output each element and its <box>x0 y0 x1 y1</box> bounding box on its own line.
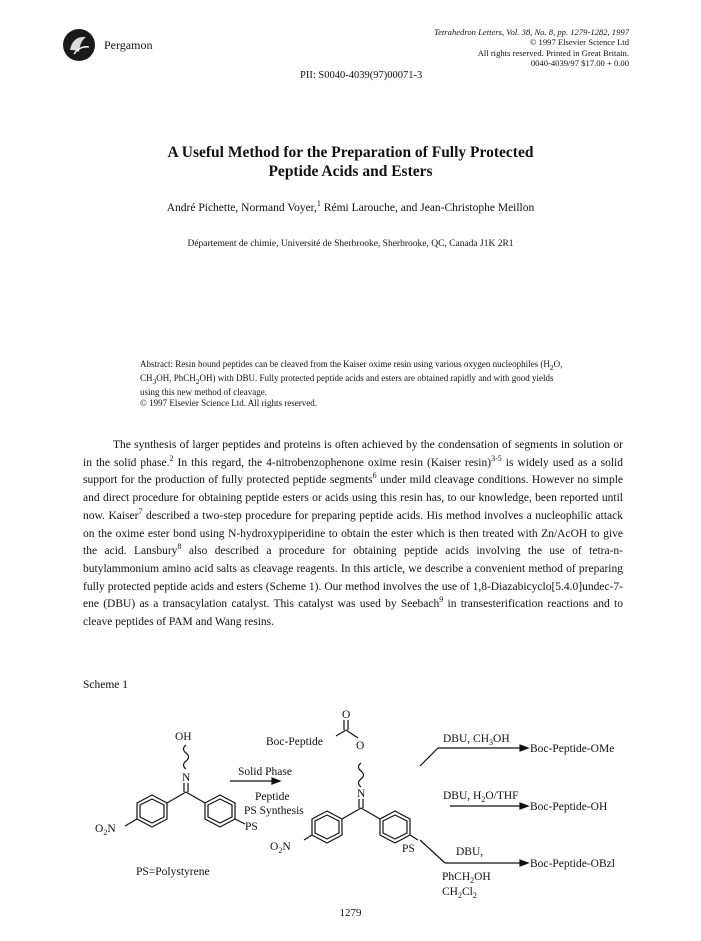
abstract-text: OH, PhCH <box>156 373 196 383</box>
citation-ref: 3-5 <box>491 453 502 463</box>
body-text <box>83 437 623 632</box>
scheme-1-diagram <box>0 700 701 900</box>
author-list <box>0 199 701 214</box>
authors-part-1: André Pichette, Normand Voyer, <box>166 201 317 214</box>
benzene-ring-left <box>137 795 167 827</box>
para-text: also described a procedure for obtaining peptide acids involving the use of tetra-n-butylammonium amino acid salts as cleavage reagents. In this article, we describe a convenient method of preparing fully protected peptide acids and esters (Scheme 1). Our method involves the use of 1,8-Diazabicyclo[5.4.0]undec-7-ene (DBU) as a transacylation catalyst. This catalyst was used by Seebach <box>83 545 624 611</box>
condition-water: DBU, $H_2O$/THF <box>443 790 519 804</box>
carbonyl-oxygen: O <box>342 709 351 721</box>
citation-ref: 2 <box>169 453 174 463</box>
journal-citation: Tetrahedron Letters, Vol. 38, No. 8, pp. 1279-1282, 1997 <box>434 27 629 37</box>
condition-dichloromethane: $CH_2Cl_2$ <box>442 886 477 900</box>
condition-benzyl-alcohol: PhCH$_2$OH <box>442 871 491 885</box>
citation-ref: 6 <box>372 471 377 481</box>
hydroxyl-label: OH <box>175 731 192 743</box>
step-peptide: Peptide <box>255 791 290 803</box>
abstract <box>140 359 570 409</box>
condition-dbu: DBU, <box>456 846 484 858</box>
step-solid-phase: Solid Phase <box>238 766 292 778</box>
para-text: in transesterification reactions and to cleave peptides of PAM and Wang resins. <box>83 598 623 629</box>
abstract-sub: 2 <box>549 362 554 372</box>
wavy-bond <box>184 745 189 769</box>
product-benzyl-ester: Boc-Peptide-OBzl <box>530 858 615 870</box>
abstract-sub: 3 <box>152 376 157 386</box>
para-text: described a two-step procedure for preparing peptide acids. His method involves a nucleophilic attack on the oxime ester bond using N-hydroxypiperidine to obtain the ester which is then treated with Zn/AcOH to give the acid. Lansbury <box>83 509 623 558</box>
citation-ref: 9 <box>439 595 444 605</box>
polystyrene-label: PS <box>245 821 258 833</box>
ps-definition: PS=Polystyrene <box>136 866 210 878</box>
pii: PII: S0040-4039(97)00071-3 <box>300 70 423 81</box>
boc-peptide-label: Boc-Peptide <box>266 736 323 748</box>
product-acid: Boc-Peptide-OH <box>530 801 608 813</box>
journal-copyright: © 1997 Elsevier Science Ltd <box>529 37 629 48</box>
step-synthesis: PS Synthesis <box>244 805 304 817</box>
abstract-sub: 2 <box>195 376 200 386</box>
title-line-2: Peptide Acids and Esters <box>268 163 433 180</box>
publisher-name: Pergamon <box>104 38 153 52</box>
citation-ref: 8 <box>177 542 182 552</box>
abstract-text: Abstract: Resin bound peptides can be cleaved from the Kaiser oxime resin using various oxygen nucleophiles (H <box>140 359 550 369</box>
journal-price: 0040-4039/97 $17.00 + 0.00 <box>530 58 629 69</box>
paragraph-1 <box>83 437 623 632</box>
title-line-1: A Useful Method for the Preparation of Fully Protected <box>167 144 534 161</box>
nitro-label-2: $O_2N$ <box>270 841 291 855</box>
para-text: is widely used as a solid support for the production of fully protected peptide segments <box>83 456 623 487</box>
citation-ref: 7 <box>138 506 143 516</box>
page-number: 1279 <box>339 907 362 919</box>
abstract-copyright: © 1997 Elsevier Science Ltd. All rights reserved. <box>140 398 318 409</box>
publisher-logo <box>62 28 96 62</box>
ester-oxygen: O <box>356 740 365 752</box>
nitro-label: $O_2N$ <box>95 823 116 837</box>
product-methyl-ester: Boc-Peptide-OMe <box>530 743 615 755</box>
benzene-ring-right-2 <box>380 811 410 843</box>
nitrogen-label-2: N <box>357 788 366 800</box>
abstract-text: O, CH <box>140 359 563 383</box>
condition-methanol: DBU, $CH_3OH$ <box>443 733 510 747</box>
author-footnote-ref: 1 <box>316 199 321 208</box>
para-text: The synthesis of larger peptides and proteins is often achieved by the condensation of segments in solution or in the solid phase. <box>83 439 623 469</box>
journal-info <box>434 27 629 69</box>
para-text: under mild cleavage conditions. However no simple and direct procedure for obtaining peptide esters or acids using this resin has, to our knowledge, been reported until now. Kaiser <box>83 474 623 522</box>
benzene-ring-right <box>205 795 235 827</box>
nitrogen-label: N <box>182 772 191 784</box>
polystyrene-label-2: PS <box>402 843 415 855</box>
journal-rights: All rights reserved. Printed in Great Britain. <box>477 47 629 58</box>
scheme-label: Scheme 1 <box>83 679 129 691</box>
abstract-text: OH) with DBU. Fully protected peptide acids and esters are obtained rapidly and with good yields using this new method of cleavage. <box>140 373 554 397</box>
benzene-ring-left-2 <box>312 811 342 843</box>
paper-title <box>0 143 701 181</box>
para-text: In this regard, the 4-nitrobenzophenone oxime resin (Kaiser resin) <box>173 456 492 469</box>
affiliation: Département de chimie, Université de Sherbrooke, Sherbrooke, QC, Canada J1K 2R1 <box>187 239 514 249</box>
authors-part-2: Rémi Larouche, and Jean-Christophe Meillon <box>320 201 535 214</box>
